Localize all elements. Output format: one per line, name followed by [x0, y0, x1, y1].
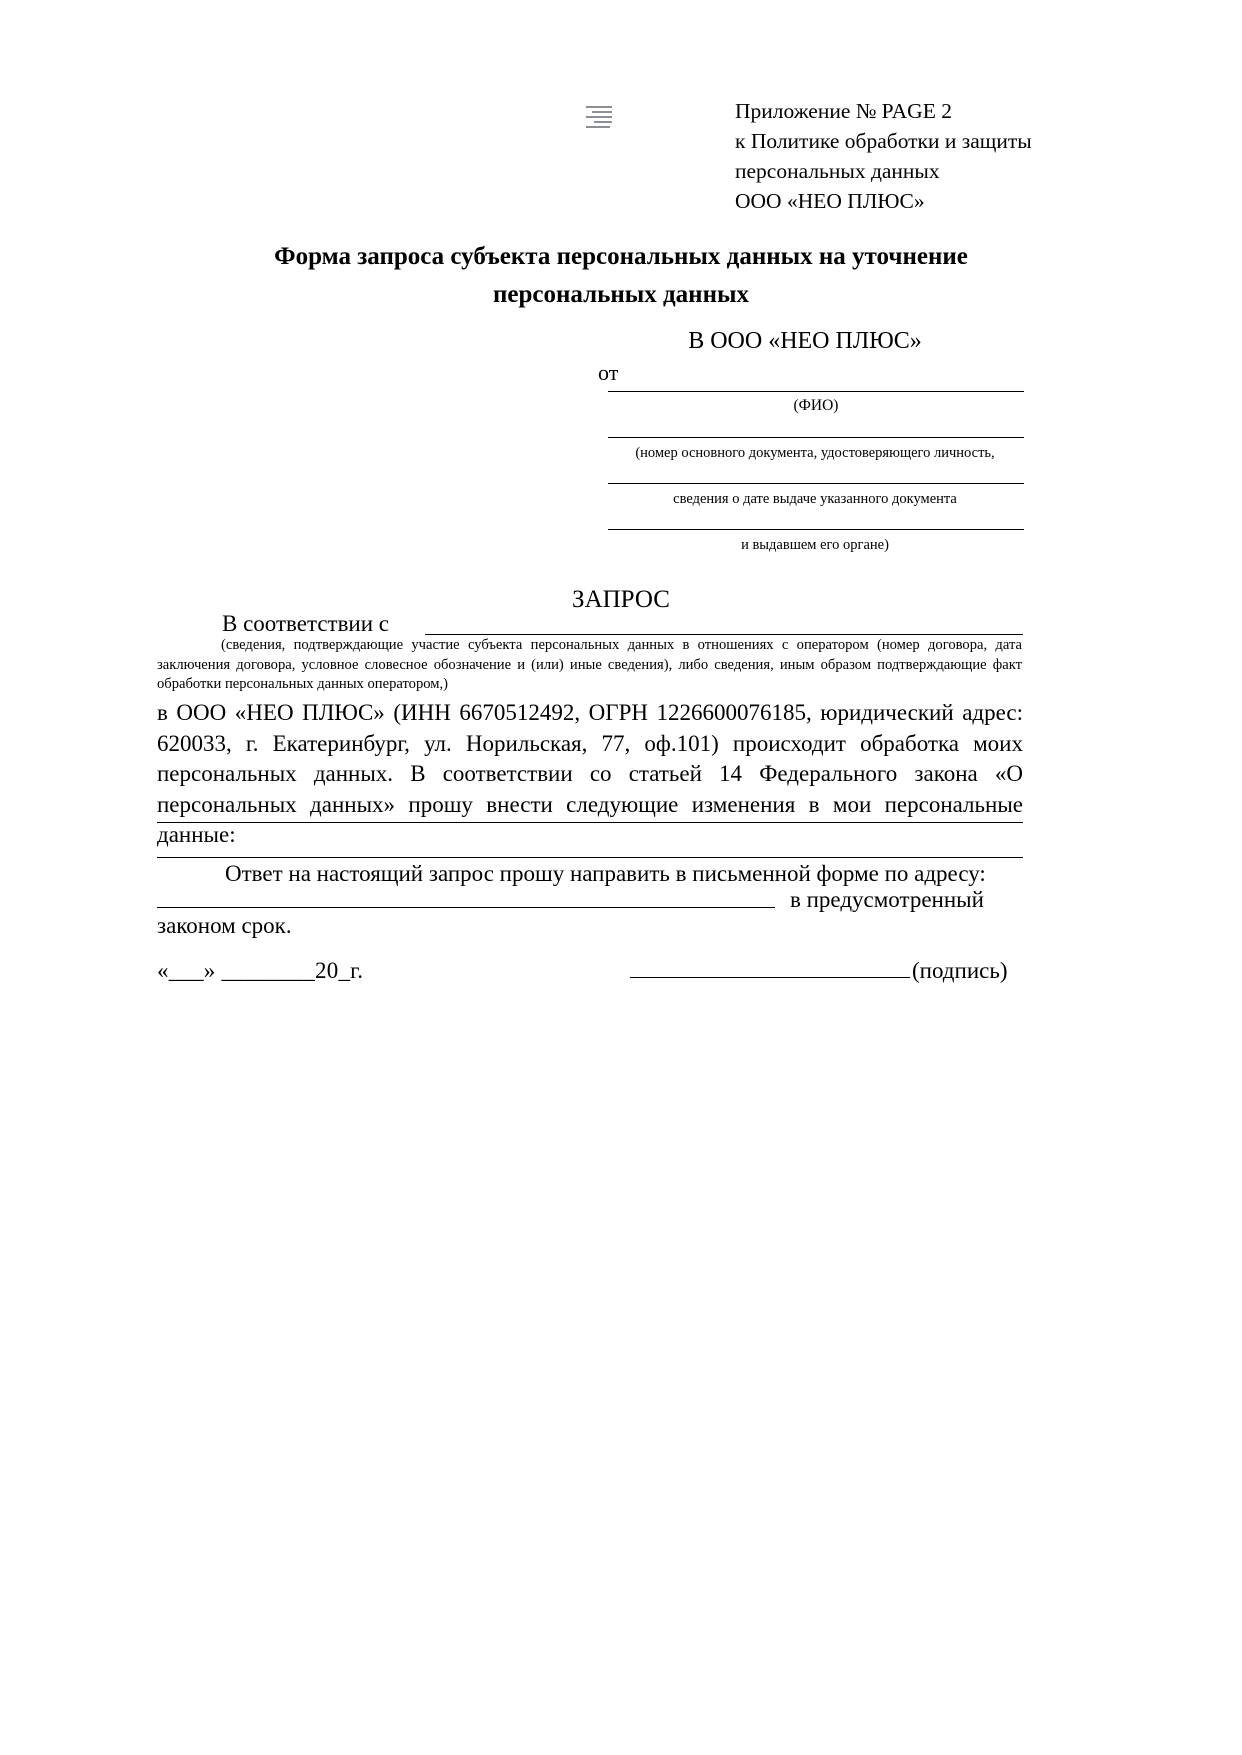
- signature-caption: (подпись): [912, 958, 1008, 983]
- page-title-line-1: Форма запроса субъекта персональных данных на уточнение: [274, 243, 968, 270]
- addressee-organization: В ООО «НЕО ПЛЮС»: [688, 328, 922, 354]
- document-number-field-rule[interactable]: [608, 437, 1024, 438]
- document-date-caption: сведения о дате выдаче указанного документа: [673, 491, 957, 507]
- header-line-2: к Политике обработки и защиты: [735, 129, 1032, 153]
- in-accordance-field-rule[interactable]: [425, 634, 1023, 635]
- request-body-text: в ООО «НЕО ПЛЮС» (ИНН 6670512492, ОГРН 1226600076185, юридический адрес: 620033, г. Екатеринбург, ул. Норильская, 77, оф.101) происходит обработка моих персональных данных. В соответствии со статьей 14 Федерального закона «О персональных данных» прошу внести следующие изменения в мои персональные данные:: [157, 700, 1023, 847]
- page-title-line-2: персональных данных: [492, 281, 750, 308]
- fineprint-note: (сведения, подтверждающие участие субъекта персональных данных в отношениях с оператором (номер договора, дата заключения договора, условное словесное обозначение и (или) иные сведения), либо сведения, иным образом подтверждающие факт обработки персональных данных оператором,): [157, 637, 1022, 692]
- document-issuer-field-rule[interactable]: [608, 529, 1024, 530]
- header-line-3: персональных данных: [735, 159, 940, 183]
- request-tail-text: в предусмотренный: [790, 887, 984, 912]
- page-title: [171, 238, 1071, 314]
- answer-address-text: Ответ на настоящий запрос прошу направить в письменной форме по адресу:: [225, 861, 986, 886]
- in-accordance-label: В соответствии с: [222, 611, 390, 636]
- text-lines-icon: [586, 106, 614, 128]
- document-header: [0, 96, 1242, 226]
- date-field[interactable]: «___» ________20_г.: [157, 958, 364, 983]
- addressee-from-label: от: [598, 360, 619, 385]
- request-tail-text-2: законом срок.: [157, 913, 292, 938]
- header-line-4: ООО «НЕО ПЛЮС»: [735, 189, 925, 213]
- changes-field-rule-2[interactable]: [157, 857, 1023, 858]
- document-issuer-caption: и выдавшем его органе): [741, 537, 889, 553]
- signature-field[interactable]: [630, 958, 1007, 984]
- header-line-1: Приложение № PAGE 2: [735, 99, 952, 123]
- changes-field-rule-1[interactable]: [157, 822, 1023, 823]
- header-appendix-block: [735, 96, 1215, 216]
- document-date-field-rule[interactable]: [608, 483, 1024, 484]
- signature-rule[interactable]: [630, 960, 910, 978]
- fio-field-rule[interactable]: [608, 391, 1024, 392]
- answer-address-field-rule[interactable]: [157, 907, 775, 908]
- request-heading: ЗАПРОС: [572, 586, 670, 613]
- document-number-caption: (номер основного документа, удостоверяющего личность,: [635, 445, 995, 461]
- fio-caption: (ФИО): [793, 397, 839, 414]
